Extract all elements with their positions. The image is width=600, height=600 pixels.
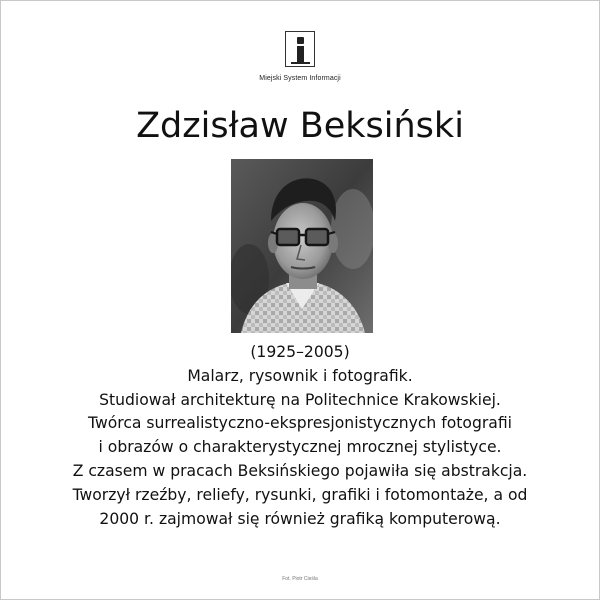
bio-line: Z czasem w pracach Beksińskiego pojawiła się abstrakcja. xyxy=(72,461,528,480)
portrait-photo xyxy=(231,159,373,333)
bio-line: 2000 r. zajmował się również grafiką komputerową. xyxy=(99,509,501,528)
info-i-icon xyxy=(285,31,315,67)
bio-line: Twórca surrealistyczno-ekspresjonistycznych fotografii xyxy=(88,414,512,433)
photo-credit: Fot. Piotr Cieśla xyxy=(282,576,318,582)
bio-line: Malarz, rysownik i fotografik. xyxy=(187,366,413,385)
logo xyxy=(1,31,599,82)
biography-text xyxy=(1,341,599,531)
bio-line: Tworzył rzeźby, reliefy, rysunki, grafiki i fotomontaże, a od xyxy=(72,485,528,504)
bio-line: i obrazów o charakterystycznej mrocznej stylistyce. xyxy=(98,438,502,457)
bio-line: Studiował architekturę na Politechnice Krakowskiej. xyxy=(99,390,501,409)
page-title: Zdzisław Beksiński xyxy=(136,106,464,146)
bio-line: (1925–2005) xyxy=(250,343,350,361)
logo-text: Miejski System Informacji xyxy=(259,75,341,82)
